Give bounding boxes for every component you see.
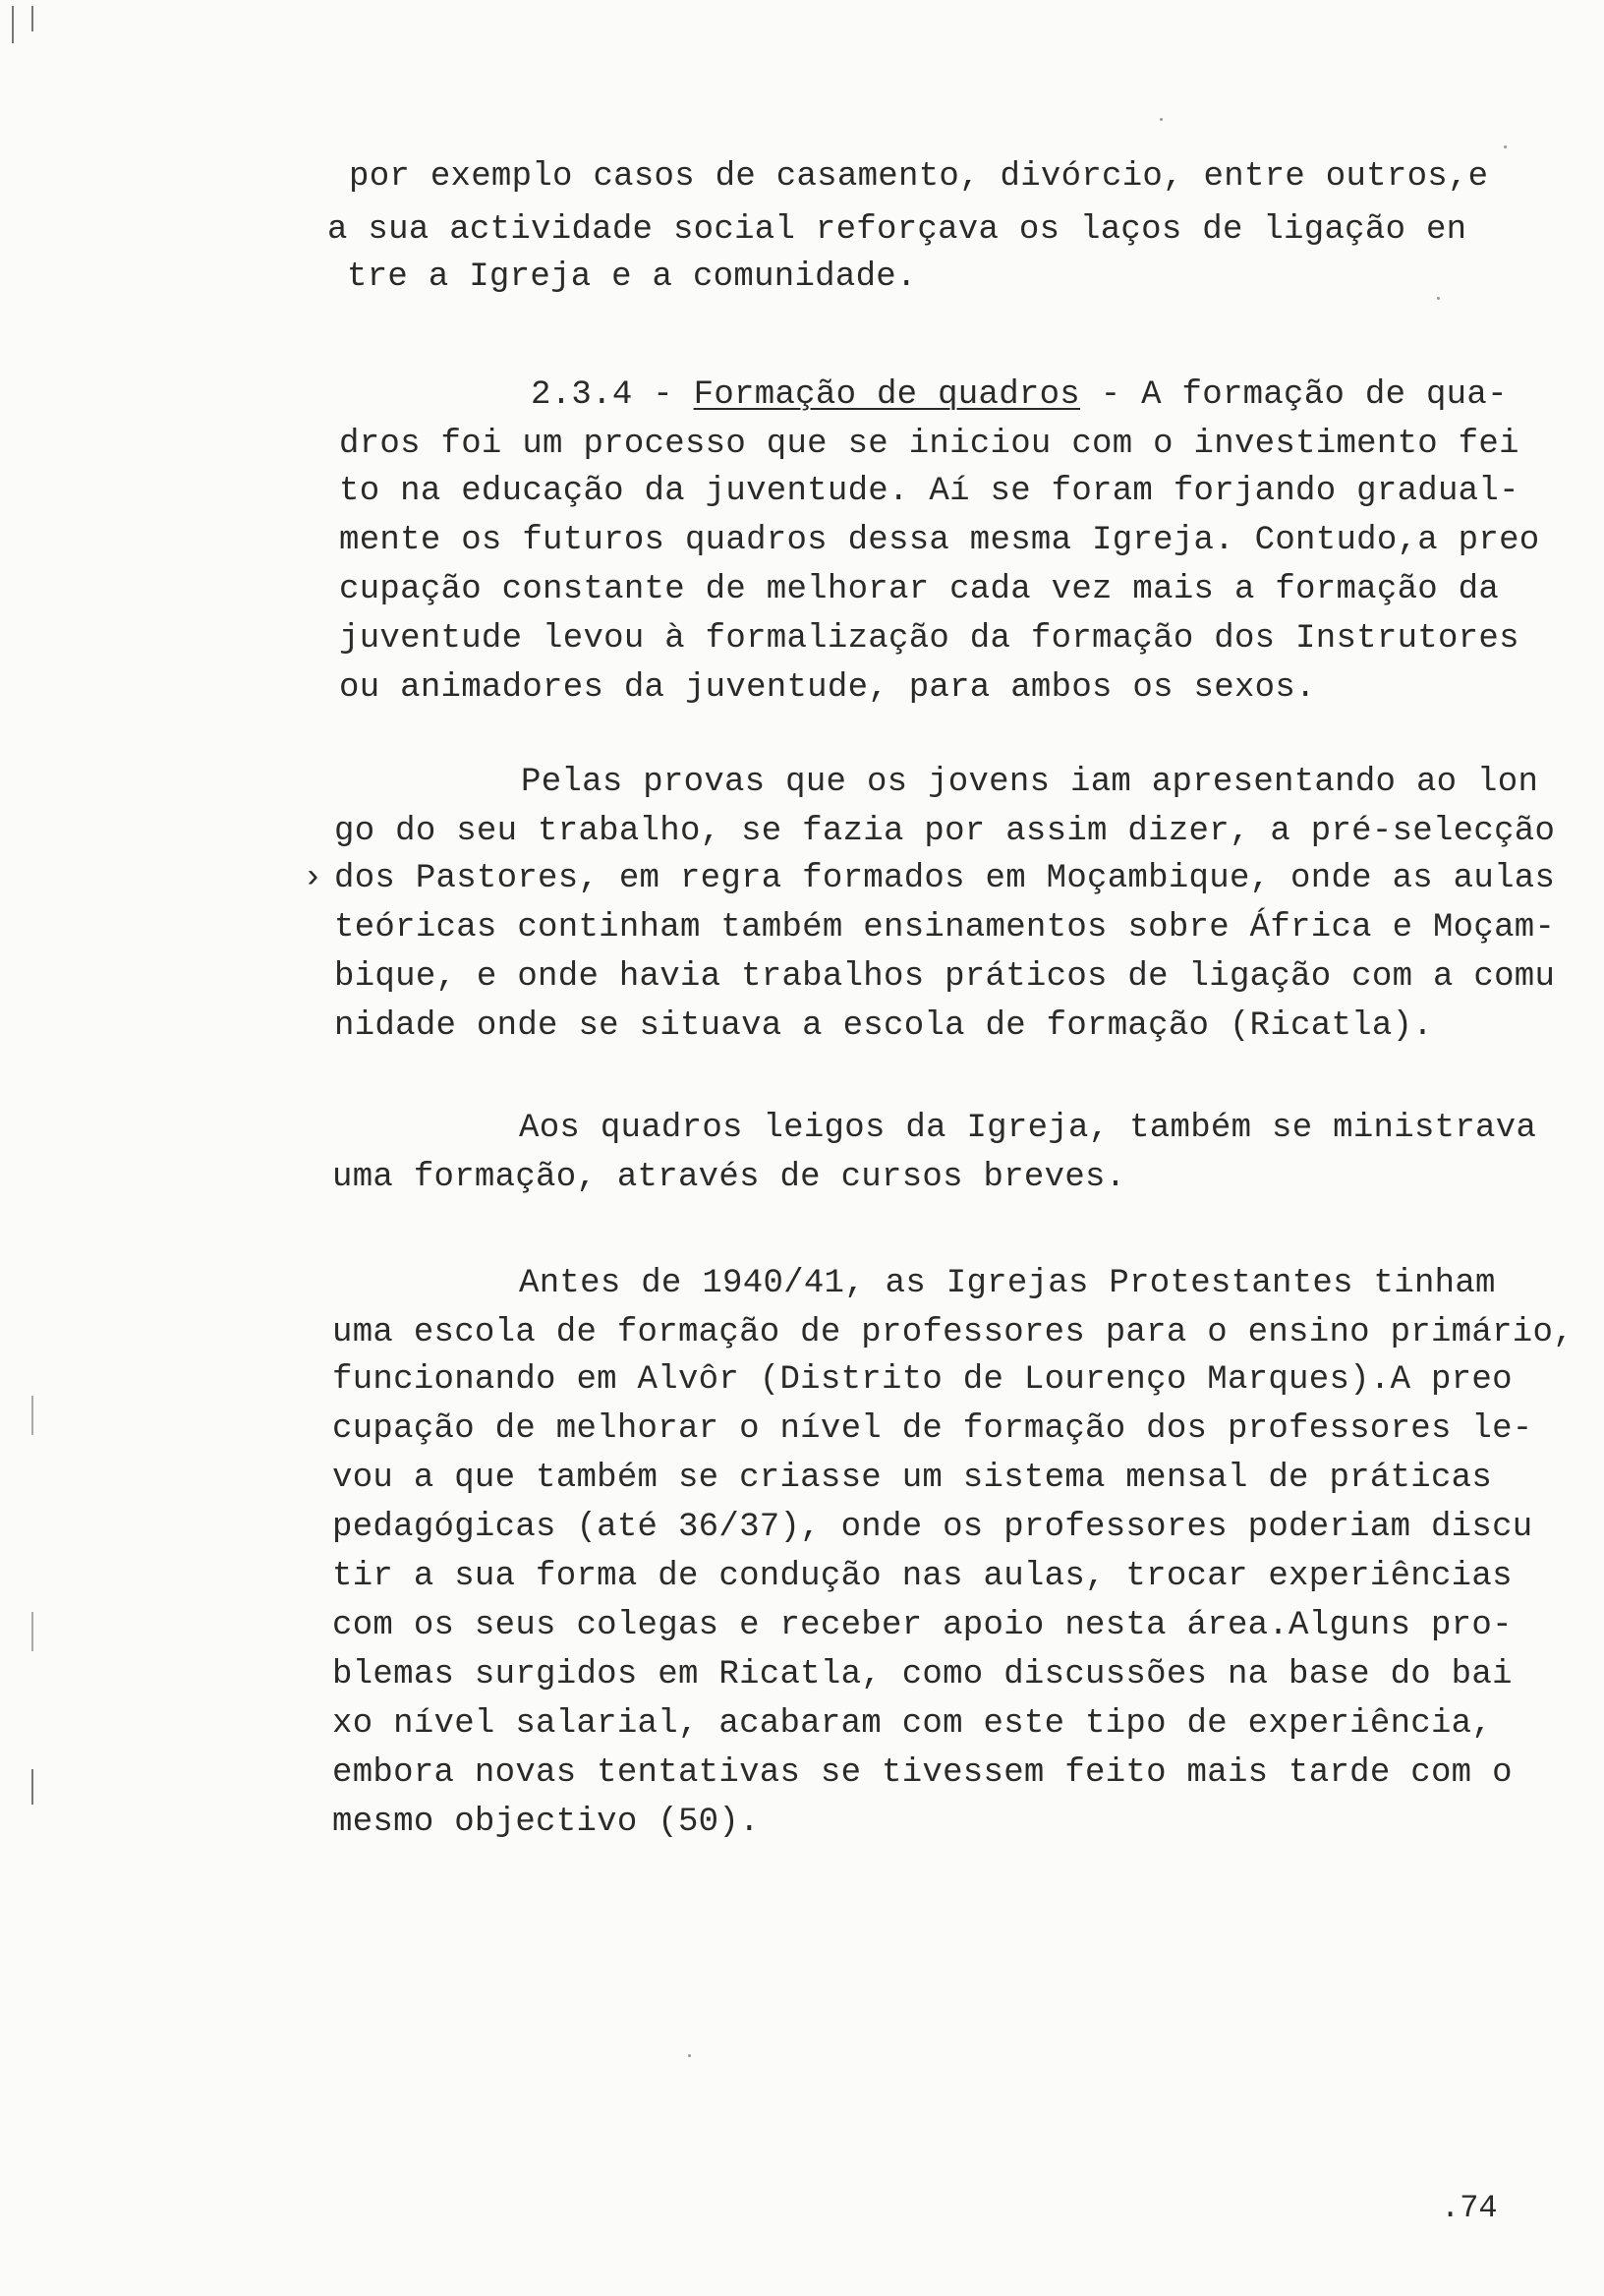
text-line: com os seus colegas e receber apoio nesta área.Alguns pro- [332,1607,1513,1644]
text-line: por exemplo casos de casamento, divórcio, entre outros,e [349,158,1489,196]
text-line: tre a Igreja e a comunidade. [347,258,917,296]
speck [1504,145,1507,148]
text-line: a sua actividade social reforçava os laços de ligação en [327,211,1467,249]
text-line: mesmo objectivo (50). [332,1804,760,1841]
text-line: blemas surgidos em Ricatla, como discussões na base do bai [332,1656,1513,1693]
text-line: Pelas provas que os jovens iam apresentando ao lon [521,764,1539,801]
text-line: bique, e onde havia trabalhos práticos de ligação com a comu [334,958,1556,996]
text-line: vou a que também se criasse um sistema mensal de práticas [332,1460,1493,1497]
text-line: embora novas tentativas se tivessem feito mais tarde com o [332,1754,1513,1792]
section-number: 2.3.4 - [531,376,694,414]
text-line: mente os futuros quadros dessa mesma Igreja. Contudo,a preo [339,522,1540,559]
text-line: cupação de melhorar o nível de formação dos professores le- [332,1410,1533,1448]
speck [1160,118,1163,121]
speck [688,2054,691,2057]
text-line: ou animadores da juventude, para ambos os sexos. [339,669,1316,707]
page-number: .74 [1441,2190,1498,2226]
text-line: pedagógicas (até 36/37), onde os professores poderiam discu [332,1509,1533,1546]
text-line: Antes de 1940/41, as Igrejas Protestantes tinham [519,1265,1496,1302]
text-line: funcionando em Alvôr (Distrito de Lourenço Marques).A preo [332,1361,1513,1399]
text-line: to na educação da juventude. Aí se foram forjando gradual- [339,473,1519,510]
section-heading-line [531,375,1508,415]
text-line: nidade onde se situava a escola de formação (Ricatla). [334,1007,1433,1045]
binding-mark [31,1612,33,1651]
binding-mark [31,1769,33,1805]
speck [1437,297,1440,300]
text-line: Aos quadros leigos da Igreja, também se ministrava [519,1110,1537,1147]
text-fragment: - A formação de qua- [1080,376,1508,414]
binding-mark [12,6,14,43]
section-heading: Formação de quadros [693,376,1081,414]
text-line: uma escola de formação de professores para o ensino primário, [332,1314,1574,1351]
margin-arrow-mark: › [303,860,323,897]
text-line: dos Pastores, em regra formados em Moçambique, onde as aulas [334,860,1556,897]
text-line: tir a sua forma de condução nas aulas, trocar experiências [332,1558,1513,1595]
text-line: teóricas continham também ensinamentos sobre África e Moçam- [334,909,1556,947]
text-line: go do seu trabalho, se fazia por assim dizer, a pré-selecção [334,813,1556,850]
binding-mark [31,1396,33,1435]
text-line: xo nível salarial, acabaram com este tipo de experiência, [332,1705,1493,1743]
text-line: uma formação, através de cursos breves. [332,1159,1126,1196]
text-line: juventude levou à formalização da formação dos Instrutores [339,620,1519,658]
binding-mark [31,6,33,31]
text-line: cupação constante de melhorar cada vez mais a formação da [339,571,1500,608]
text-line: dros foi um processo que se iniciou com o investimento fei [339,426,1519,463]
